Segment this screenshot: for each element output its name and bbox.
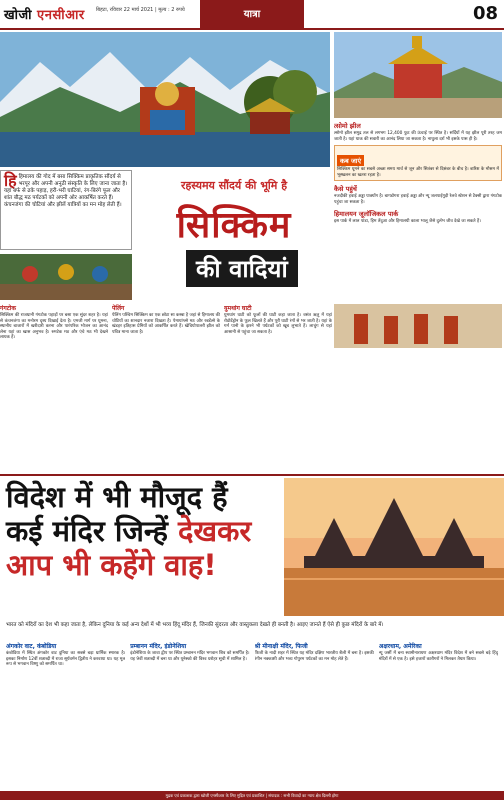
dancers-photo xyxy=(0,254,132,300)
masthead xyxy=(0,0,504,30)
article-column xyxy=(130,640,249,790)
monks-photo xyxy=(334,304,502,348)
headline-subtitle: की वादियां xyxy=(186,250,298,287)
subheading: कैसे पहुंचें xyxy=(334,185,357,194)
section-label: यात्रा xyxy=(200,0,304,30)
column-text: सिक्किम की राजधानी गंगटोक पहाड़ों पर बसा एक सुंदर शहर है। यहां से कंचनजंगा का मनोरम दृश्य दिखाई देता है। एमजी मार्ग पर घूमना, स्थानीय बाजारों में खरीदारी करना और पारंपरिक भोजन का आनंद लेना यहां का खास अनुभव है। रुमटेक मठ और एंचे मठ भी देखने लायक हैं। xyxy=(0,313,108,341)
imprint-footer: मुद्रक एवं प्रकाशक द्वारा खोजी एनसीआर के लिए मुद्रित एवं प्रकाशित | संपादक : सभी विवादों का न्याय क्षेत्र दिल्ली होगा xyxy=(0,791,504,800)
headline-line: कई मंदिर जिन्हें देखकर xyxy=(6,514,252,548)
column-text: युमथांग घाटी को फूलों की घाटी कहा जाता है। वसंत ऋतु में यहां रोडोडेंड्रोन के फूल खिलते हैं और पूरी घाटी रंगों से भर जाती है। यहां के गर्म पानी के झरने भी पर्यटकों को खूब लुभाते हैं। लाचुंग से यहां आसानी से पहुंचा जा सकता है। xyxy=(224,313,332,335)
sikkim-article-columns xyxy=(0,302,332,472)
column-heading: गंगटोक xyxy=(0,305,16,312)
article-column xyxy=(255,640,374,790)
column-heading: पेलिंग xyxy=(112,305,125,312)
subheading: त्सोमो झील xyxy=(334,122,361,130)
headline-line: विदेश में भी मौजूद हैं xyxy=(6,480,228,514)
column-heading: अंगकोर वाट, कंबोडिया xyxy=(6,643,57,650)
headline-line: आप भी कहेंगे वाह! xyxy=(6,548,217,582)
article-column xyxy=(6,640,125,790)
headline-deck: रहस्यमय सौंदर्य की भूमि है xyxy=(180,179,288,192)
temples-intro: भारत को मंदिरों का देश भी कहा जाता है, लेकिन दुनिया के कई अन्य देशों में भी भव्य हिंदू मंदिर हैं, जिनकी सुंदरता और वास्तुकला देखते ही बनती है। आइए जानते हैं ऐसे ही कुछ मंदिरों के बारे में। xyxy=(6,622,384,628)
article-text: त्सोमो झील समुद्र तल से लगभग 12,400 फुट की ऊंचाई पर स्थित है। सर्दियों में यह झील पूरी तरह जम जाती है। यहां याक की सवारी का आनंद लिया जा सकता है। नाथुला दर्रा भी इसके पास ही है। xyxy=(334,131,502,142)
section-divider xyxy=(0,474,504,476)
tip-text: सिक्किम घूमने का सबसे अच्छा समय मार्च से जून और सितंबर से दिसंबर के बीच है। बारिश के मौसम में भूस्खलन का खतरा रहता है। xyxy=(337,167,499,178)
page-number: 08 xyxy=(472,3,498,24)
dateline: बिहटा, रविवार 22 मार्च 2021 | मूल्य : 2 रुपये xyxy=(96,7,185,13)
drop-cap: हि xyxy=(4,171,17,190)
intro-box xyxy=(0,170,132,250)
column-heading: श्री मीनाक्षी मंदिर, फिजी xyxy=(254,643,308,650)
article-column xyxy=(379,640,498,790)
newspaper-logo: खोजी एनसीआर xyxy=(4,8,85,23)
column-text: न्यू जर्सी में बना स्वामीनारायण अक्षरधाम मंदिर विदेश में बने सबसे बड़े हिंदू मंदिरों में से एक है। इसे हजारों कारीगरों ने मिलकर तैयार किया। xyxy=(378,651,498,662)
monastery-photo xyxy=(334,32,502,118)
tip-box xyxy=(334,145,502,181)
column-text: इंडोनेशिया के जावा द्वीप पर स्थित प्रम्बानन मंदिर भगवान शिव को समर्पित है। यह 9वीं शताब्दी में बना था और यूनेस्को की विश्व धरोहर सूची में शामिल है। xyxy=(130,651,250,662)
article-text: इस पार्क में लाल पांडा, हिम तेंदुआ और हिमालयी काला भालू जैसे दुर्लभ जीव देखे जा सकते हैं। xyxy=(334,218,481,224)
headline-title: सिक्किम xyxy=(176,205,292,246)
tip-heading: कब जाएं xyxy=(337,155,364,166)
article-text: नजदीकी हवाई अड्डा पाक्योंग है। बागडोगरा हवाई अड्डा और न्यू जलपाईगुड़ी रेलवे स्टेशन से टैक्सी द्वारा गंगटोक पहुंचा जा सकता है। xyxy=(334,194,502,205)
article-column xyxy=(0,302,108,472)
temples-article-columns xyxy=(6,640,498,790)
article-column xyxy=(224,302,332,472)
column-heading: प्रम्बानन मंदिर, इंडोनेशिया xyxy=(130,643,187,650)
column-text: कंबोडिया में स्थित अंगकोर वाट दुनिया का सबसे बड़ा धार्मिक स्मारक है। इसका निर्माण 12वीं शताब्दी में राजा सूर्यवर्मन द्वितीय ने करवाया था। यह मूल रूप से भगवान विष्णु को समर्पित था। xyxy=(6,651,126,668)
column-heading: युमथांग घाटी xyxy=(224,305,252,312)
subheading: हिमालयन जूलॉजिकल पार्क xyxy=(334,209,399,218)
angkor-wat-photo xyxy=(284,478,504,616)
column-text: फिजी के नादी शहर में स्थित यह मंदिर दक्षिण भारतीय शैली में बना है। इसकी रंगीन नक्काशी और भव्य गोपुरम पर्यटकों का मन मोह लेते हैं। xyxy=(254,651,374,662)
right-lower-column xyxy=(334,300,502,472)
sikkim-collage-photo xyxy=(0,32,330,167)
column-text: पेलिंग पश्चिम सिक्किम का एक छोटा सा कस्बा है जहां से हिमालय की चोटियों का शानदार नजारा दिखता है। पेमायांग्त्से मठ और रबडेंत्से के खंडहर इतिहास प्रेमियों को आकर्षित करते हैं। खेचियोपालरी झील को पवित्र माना जाता है। xyxy=(112,313,220,335)
intro-text: हिहिमालय की गोद में बसा सिक्किम प्राकृतिक सौंदर्य से भरपूर और अपनी अनूठी संस्कृति के लिए जाना जाता है। यहां बर्फ से ढके पहाड़, हरी-भरी घाटियां, रंग-बिरंगे फूल और शांत बौद्ध मठ पर्यटकों को अपनी ओर आकर्षित करते हैं। कंचनजंगा की चोटियां और झीलें यात्रियों का मन मोह लेती हैं। xyxy=(4,171,128,208)
article-column xyxy=(112,302,220,472)
column-heading: अक्षरधाम, अमेरिका xyxy=(378,643,422,650)
sikkim-headline xyxy=(136,170,332,298)
temples-headline xyxy=(6,480,306,582)
